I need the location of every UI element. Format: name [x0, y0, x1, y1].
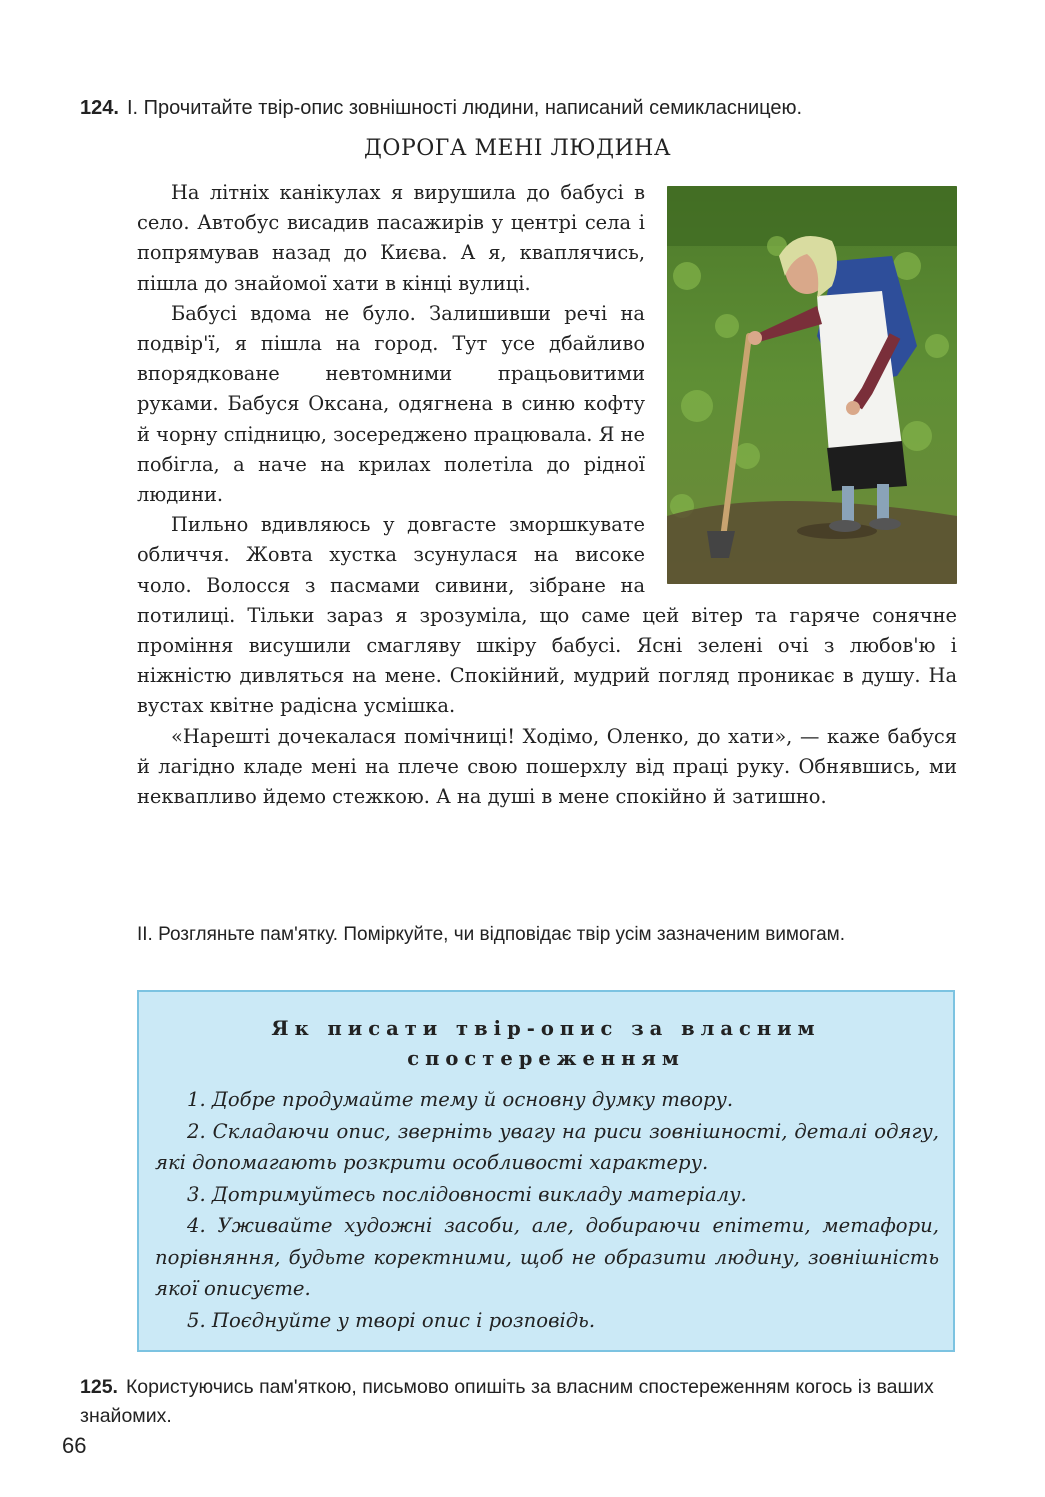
exercise-text: Користуючись пам'яткою, письмово опишіть за власним спостереженням когось із ваших знайомих.: [80, 1376, 934, 1427]
memo-box: [137, 990, 955, 1352]
grandmother-photo: [667, 186, 957, 584]
memo-item: 3. Дотримуйтесь послідовності викладу матеріалу.: [187, 1182, 747, 1206]
essay-paragraph-4: «Нарешті дочекалася помічниці! Ходімо, Оленко, до хати», — каже бабуся й лагідно кладе мені на плече свою пошерхлу від праці руку. Обнявшись, ми неквапливо йдемо стежкою. А на душі в мене спокійно й затишно.: [137, 724, 957, 809]
memo-list: [139, 1084, 953, 1336]
photo-illustration: [667, 186, 957, 584]
memo-item: 1. Добре продумайте тему й основну думку твору.: [187, 1088, 734, 1111]
essay-text: [137, 178, 957, 812]
exercise-number: 124.: [80, 97, 119, 119]
exercise-124-part2: ІІ. Розгляньте пам'ятку. Поміркуйте, чи відповідає твір усім зазначеним вимогам.: [137, 924, 845, 945]
exercise-124-header: [80, 94, 958, 123]
essay-paragraph-3: Пильно вдивляюсь у довгасте зморшкувате обличчя. Жовта хустка зсунулася на високе чоло. Волосся з пасмами сивини, зібране на потилиці. Тільки зараз я зрозуміла, що саме цей вітер та гаряче сонячне проміння висушили смагляву шкіру бабусі. Ясні зелені очі з любов'ю і ніжністю дивляться на мене. Спокійний, мудрий погляд проникає в душу. На вустах квітне радісна усмішка.: [137, 513, 957, 718]
exercise-instruction: І. Прочитайте твір-опис зовнішності людини, написаний семикласницею.: [126, 97, 803, 119]
memo-item: 2. Складаючи опис, зверніть увагу на риси зовнішності, деталі одягу, які допомагають розкрити особливості характеру.: [155, 1119, 939, 1174]
essay-paragraph-1: На літніх канікулах я вирушила до бабусі в село. Автобус висадив пасажирів у центрі села і попрямував назад до Києва. А я, кваплячись, пішла до знайомої хати в кінці вулиці.: [137, 181, 645, 295]
exercise-number: 125.: [80, 1376, 118, 1398]
memo-title: Як писати твір-опис за власним спостереженням: [271, 1017, 821, 1070]
essay-paragraph-2: Бабусі вдома не було. Залишивши речі на подвір'ї, я пішла на город. Тут усе дбайливо впорядковане невтомними працьовитими руками. Бабуся Оксана, одягнена в синю кофту й чорну спідницю, зосереджено працювала. Я не побігла, а наче на крилах полетіла до рідної людини.: [137, 301, 645, 507]
exercise-125: [80, 1373, 958, 1431]
page-number: 66: [62, 1433, 87, 1458]
memo-item: 5. Поєднуйте у творі опис і розповідь.: [187, 1308, 596, 1332]
essay-title: ДОРОГА МЕНІ ЛЮДИНА: [364, 136, 671, 161]
memo-item: 4. Уживайте художні засоби, але, добираючи епітети, метафори, порівняння, будьте коректними, щоб не образити людину, зовнішність якої описуєте.: [155, 1214, 939, 1300]
